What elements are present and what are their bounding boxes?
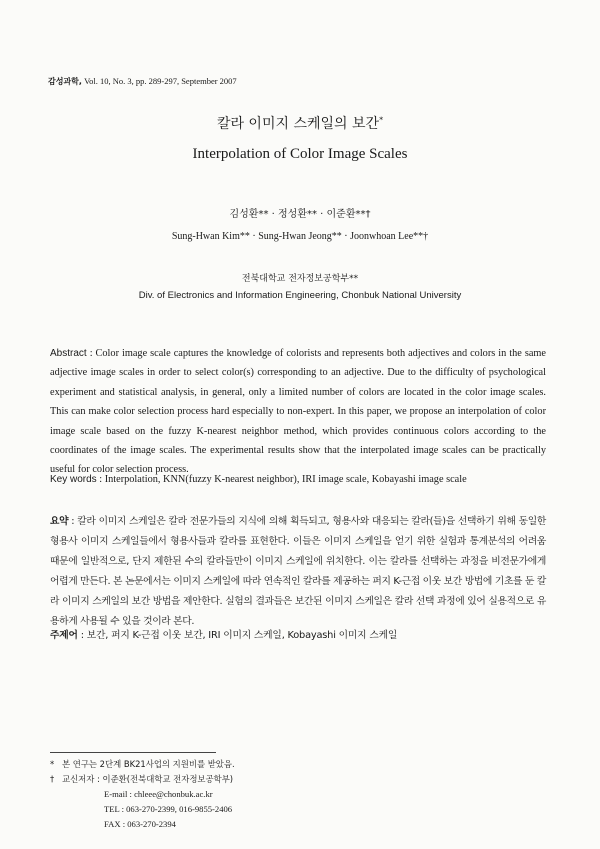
keywords xyxy=(50,470,546,489)
affiliation-english: Div. of Electronics and Information Engineering, Chonbuk National University xyxy=(138,290,462,301)
title-english: Interpolation of Color Image Scales xyxy=(192,146,408,162)
footnote-fax: FAX : 063-270-2394 xyxy=(104,819,176,829)
korean-keywords xyxy=(50,626,546,645)
corresponding-text: 교신저자 : 이준환(전북대학교 전자정보공학부) xyxy=(62,774,234,784)
abstract-text: : Color image scale captures the knowledge of colorists and represents both adjectives and colors in the same adjective image scales in order to select color(s) corresponding to an adjective. Due to the difficulty of psychological experiment and statistical analysis, in general, only a limited number of colors are located in the color image scales. This can make color selection process hard especially to non-expert. In this paper, we propose an interpolation of color image scale based on the fuzzy K-nearest neighbor method, which provides continuous colors according to the coordinates of the image scales. The experimental results show that the interpolated image scales can be practically useful for color selection process. xyxy=(50,348,546,476)
journal-citation: Vol. 10, No. 3, pp. 289-297, September 2007 xyxy=(84,76,237,86)
funding-mark: * xyxy=(50,759,55,769)
keywords-label: Key words xyxy=(50,474,97,485)
authors-english: Sung-Hwan Kim** · Sung-Hwan Jeong** · Joonwhoan Lee**† xyxy=(171,231,429,242)
title-footnote-mark: * xyxy=(379,115,384,125)
footnote-email: E-mail : chleee@chonbuk.ac.kr xyxy=(104,789,213,799)
footnote-rule xyxy=(50,752,216,753)
korean-keywords-text: : 보간, 퍼지 K-근접 이웃 보간, IRI 이미지 스케일, Kobayashi 이미지 스케일 xyxy=(80,630,398,641)
affiliation-korean: 전북대학교 전자정보공학부** xyxy=(241,274,359,284)
title-korean-text: 칼라 이미지 스케일의 보간 xyxy=(216,116,380,132)
footnote-funding xyxy=(50,758,235,770)
korean-abstract-label: 요약 xyxy=(50,516,69,527)
title-korean xyxy=(0,113,600,133)
korean-abstract xyxy=(50,512,546,632)
dagger-mark: † xyxy=(50,774,55,784)
authors-korean: 김성환** · 정성환** · 이준환**† xyxy=(229,209,371,220)
korean-abstract-text: : 칼라 이미지 스케일은 칼라 전문가들의 지식에 의해 획득되고, 형용사와 대응되는 칼라(들)을 선택하기 위해 동일한 형용사 이미지 스케일들에서 형용사들과 칼라를 표현한다. 이들은 이미지 스케일을 얻기 위한 실험과 통계분석의 어려움 때문에 일반적으로, 단지 제한된 수의 칼라들만이 이미지 스케일에 위치한다. 이는 칼라를 선택하는 과정을 비전문가에게 어렵게 만든다. 본 논문에서는 이미지 스케일에 따라 연속적인 칼라를 제공하는 퍼지 K-근접 이웃 보간 방법에 기초를 둔 칼라 이미지 스케일의 보간 방법을 제안한다. 실험의 결과들은 보간된 이미지 스케일은 칼라 선택 과정에 있어 실용적으로 유용하게 사용될 수 있을 것이라 본다. xyxy=(50,516,547,627)
footnote-tel: TEL : 063-270-2399, 016-9855-2406 xyxy=(104,804,233,814)
abstract-label: Abstract xyxy=(50,348,87,359)
journal-header xyxy=(48,76,237,87)
footnote-corresponding xyxy=(50,773,233,785)
abstract xyxy=(50,344,546,480)
journal-name: 감성과학, xyxy=(48,77,82,86)
keywords-text: : Interpolation, KNN(fuzzy K-nearest neighbor), IRI image scale, Kobayashi image scale xyxy=(99,474,467,485)
funding-text: 본 연구는 2단계 BK21사업의 지원비를 받았음. xyxy=(62,759,235,769)
korean-keywords-label: 주제어 xyxy=(50,630,78,641)
